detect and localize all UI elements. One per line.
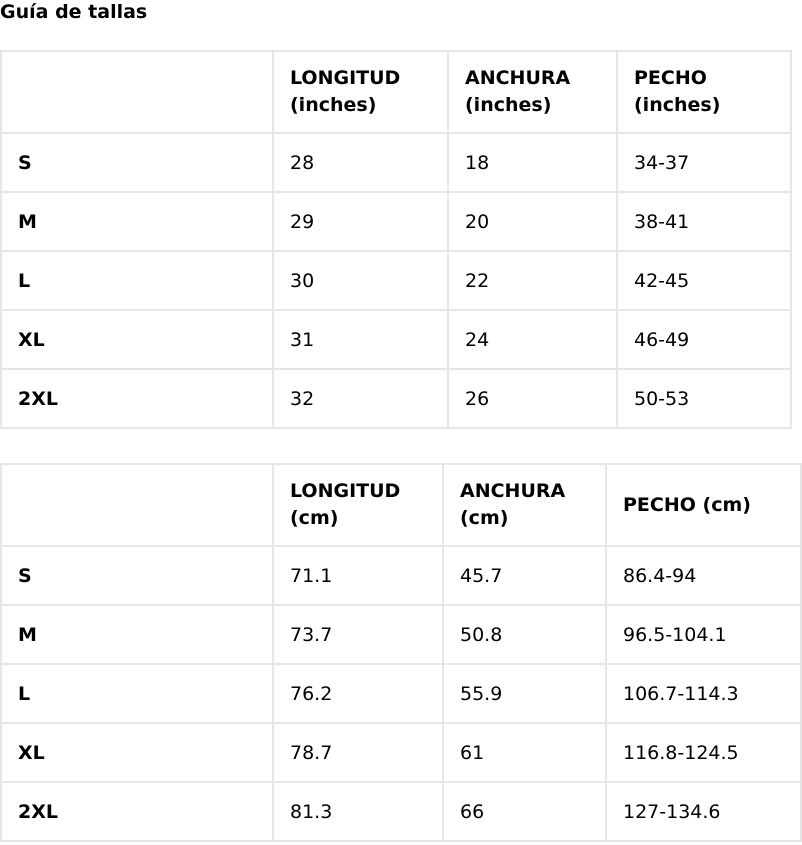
- header-cell-width: ANCHURA (cm): [443, 464, 606, 546]
- chest-cell: 86.4-94: [606, 546, 801, 605]
- chest-cell: 46-49: [617, 310, 791, 369]
- size-table-inches: [0, 50, 736, 429]
- table-row: [1, 605, 801, 664]
- length-cell: 28: [273, 133, 448, 192]
- width-cell: 18: [448, 133, 617, 192]
- header-cell-size: [1, 464, 273, 546]
- size-cell: S: [1, 133, 273, 192]
- page-title: Guía de tallas: [0, 1, 148, 23]
- table-header-row: [1, 51, 791, 133]
- table-row: [1, 310, 791, 369]
- header-cell-length: LONGITUD (inches): [273, 51, 448, 133]
- header-cell-chest: PECHO (cm): [606, 464, 801, 546]
- width-cell: 45.7: [443, 546, 606, 605]
- size-cell: L: [1, 251, 273, 310]
- length-cell: 32: [273, 369, 448, 428]
- length-cell: 30: [273, 251, 448, 310]
- header-cell-length: LONGITUD (cm): [273, 464, 443, 546]
- table-row: [1, 192, 791, 251]
- size-cell: M: [1, 605, 273, 664]
- chest-cell: 127-134.6: [606, 782, 801, 841]
- table-row: [1, 782, 801, 841]
- chest-cell: 96.5-104.1: [606, 605, 801, 664]
- width-cell: 66: [443, 782, 606, 841]
- header-cell-chest: PECHO (inches): [617, 51, 791, 133]
- length-cell: 29: [273, 192, 448, 251]
- size-cell: XL: [1, 723, 273, 782]
- header-cell-width: ANCHURA (inches): [448, 51, 617, 133]
- size-cell: L: [1, 664, 273, 723]
- length-cell: 71.1: [273, 546, 443, 605]
- length-cell: 76.2: [273, 664, 443, 723]
- size-cell: M: [1, 192, 273, 251]
- chest-cell: 50-53: [617, 369, 791, 428]
- length-cell: 81.3: [273, 782, 443, 841]
- width-cell: 26: [448, 369, 617, 428]
- chest-cell: 38-41: [617, 192, 791, 251]
- table-row: [1, 133, 791, 192]
- chest-cell: 106.7-114.3: [606, 664, 801, 723]
- size-cell: S: [1, 546, 273, 605]
- length-cell: 73.7: [273, 605, 443, 664]
- width-cell: 50.8: [443, 605, 606, 664]
- length-cell: 78.7: [273, 723, 443, 782]
- table-row: [1, 546, 801, 605]
- length-cell: 31: [273, 310, 448, 369]
- chest-cell: 116.8-124.5: [606, 723, 801, 782]
- table-row: [1, 664, 801, 723]
- table-row: [1, 723, 801, 782]
- size-cell: 2XL: [1, 369, 273, 428]
- table-row: [1, 369, 791, 428]
- width-cell: 61: [443, 723, 606, 782]
- width-cell: 20: [448, 192, 617, 251]
- size-cell: XL: [1, 310, 273, 369]
- size-cell: 2XL: [1, 782, 273, 841]
- header-cell-size: [1, 51, 273, 133]
- chest-cell: 34-37: [617, 133, 791, 192]
- chest-cell: 42-45: [617, 251, 791, 310]
- size-table-cm: [0, 463, 751, 842]
- width-cell: 55.9: [443, 664, 606, 723]
- width-cell: 24: [448, 310, 617, 369]
- table-row: [1, 251, 791, 310]
- table-header-row: [1, 464, 801, 546]
- width-cell: 22: [448, 251, 617, 310]
